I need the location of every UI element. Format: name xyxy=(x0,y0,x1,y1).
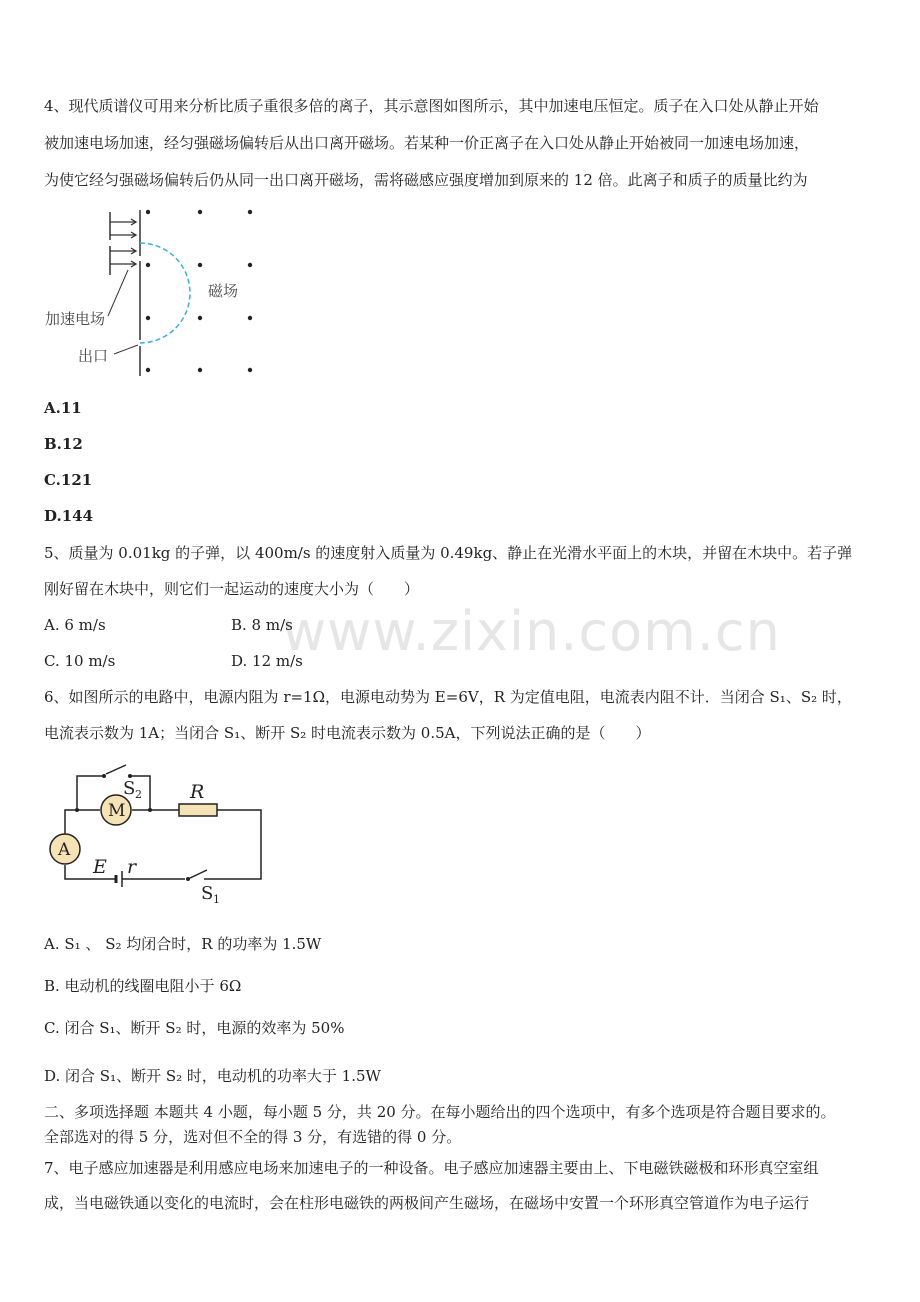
q6-option-c: C. 闭合 S₁、断开 S₂ 时，电源的效率为 50% xyxy=(44,1019,345,1037)
mass-spectrometer-figure xyxy=(40,198,280,383)
q5-option-a: A. 6 m/s xyxy=(44,616,106,634)
q6-option-b: B. 电动机的线圈电阻小于 6Ω xyxy=(44,977,242,995)
q6-line-1: 6、如图所示的电路中，电源内阻为 r=1Ω，电源电动势为 E=6V，R 为定值电阻，电流表内阻不计．当闭合 S₁、S₂ 时， xyxy=(44,688,852,706)
q5-option-c: C. 10 m/s xyxy=(44,652,116,670)
section2-line-2: 全部选对的得 5 分，选对但不全的得 3 分，有选错的得 0 分。 xyxy=(44,1128,462,1146)
q4-line-2: 被加速电场加速，经匀强磁场偏转后从出口离开磁场。若某种一价正离子在入口处从静止开始被同一加速电场加速， xyxy=(44,134,810,152)
resistor-label: R xyxy=(190,781,205,803)
switch-s1-subscript: 1 xyxy=(213,893,220,906)
switch-s2-label: S xyxy=(123,778,136,799)
q7-line-1: 7、电子感应加速器是利用感应电场来加速电子的一种设备。电子感应加速器主要由上、下电磁铁磁极和环形真空室组 xyxy=(44,1159,819,1177)
q6-line-2: 电流表示数为 1A；当闭合 S₁、断开 S₂ 时电流表示数为 0.5A，下列说法正确的是（ ） xyxy=(44,724,651,742)
q5-line-1: 5、质量为 0.01kg 的子弹，以 400m/s 的速度射入质量为 0.49kg、静止在光滑水平面上的木块，并留在木块中。若子弹 xyxy=(44,544,853,562)
q7-line-2: 成，当电磁铁通以变化的电流时，会在柱形电磁铁的两极间产生磁场，在磁场中安置一个环形真空管道作为电子运行 xyxy=(44,1194,810,1212)
q4-line-1: 4、现代质谱仪可用来分析比质子重很多倍的离子，其示意图如图所示，其中加速电压恒定。质子在入口处从静止开始 xyxy=(44,97,819,115)
q4-option-c: C.121 xyxy=(44,471,93,489)
emf-label: E xyxy=(93,856,107,878)
internal-r-label: r xyxy=(127,856,137,878)
q5-option-d: D. 12 m/s xyxy=(231,652,303,670)
circuit-diagram xyxy=(44,758,274,908)
q5-line-2: 刚好留在木块中，则它们一起运动的速度大小为（ ） xyxy=(44,580,420,598)
section2-line-1: 二、多项选择题 本题共 4 小题，每小题 5 分，共 20 分。在每小题给出的四个选项中，有多个选项是符合题目要求的。 xyxy=(44,1103,836,1121)
switch-s2-subscript: 2 xyxy=(135,788,142,801)
q6-option-a: A. S₁ 、 S₂ 均闭合时，R 的功率为 1.5W xyxy=(44,935,322,953)
q4-line-3: 为使它经匀强磁场偏转后仍从同一出口离开磁场，需将磁感应强度增加到原来的 12 倍。此离子和质子的质量比约为 xyxy=(44,171,808,189)
ion-path xyxy=(140,243,190,343)
field-label: 磁场 xyxy=(208,282,239,300)
ammeter-label: A xyxy=(58,840,71,860)
q5-option-b: B. 8 m/s xyxy=(231,616,293,634)
q4-option-b: B.12 xyxy=(44,435,83,453)
watermark: www.zixin.com.cn xyxy=(282,600,781,663)
resistor-symbol xyxy=(179,804,217,816)
q4-option-d: D.144 xyxy=(44,507,94,525)
q6-option-d: D. 闭合 S₁、断开 S₂ 时，电动机的功率大于 1.5W xyxy=(44,1067,381,1085)
motor-label: M xyxy=(108,801,126,821)
switch-s1-label: S xyxy=(201,883,214,904)
exit-label: 出口 xyxy=(78,347,109,365)
q4-option-a: A.11 xyxy=(44,399,82,417)
accel-label: 加速电场 xyxy=(45,310,106,328)
